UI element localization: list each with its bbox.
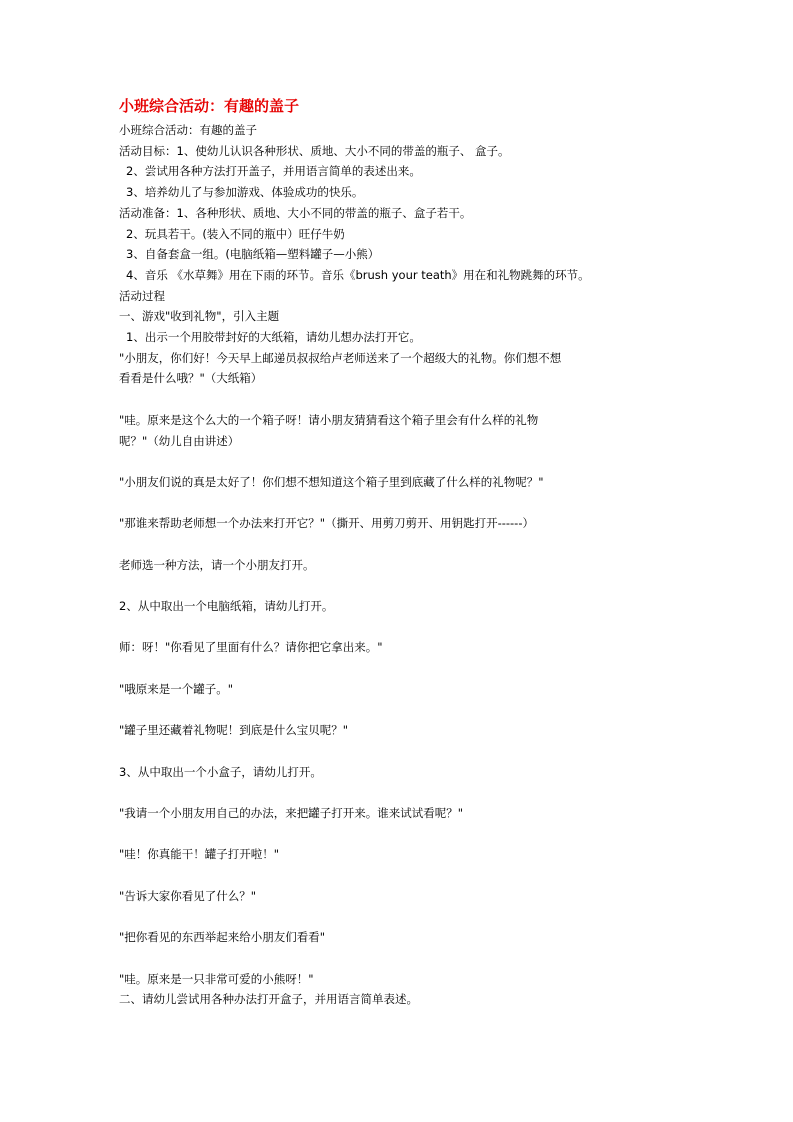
dialogue-line: "把你看见的东西举起来给小朋友们看看" (119, 930, 326, 945)
dialogue-line: 师：呀！"你看见了里面有什么？请你把它拿出来。" (119, 640, 383, 655)
prep-line-3: 3、自备套盒一组。(电脑纸箱—塑料罐子—小熊） (126, 247, 380, 262)
dialogue-line: "小朋友们说的真是太好了！你们想不想知道这个箱子里到底藏了什么样的礼物呢？" (119, 474, 544, 489)
step-3-line: 3、从中取出一个小盒子，请幼儿打开。 (119, 764, 322, 779)
goal-line-2: 2、尝试用各种方法打开盖子，并用语言简单的表述出来。 (126, 164, 421, 179)
section-one-heading: 一、游戏"收到礼物"，引入主题 (119, 309, 280, 324)
dialogue-line: 看看是什么哦？"（大纸箱） (119, 371, 263, 386)
dialogue-line: "罐子里还藏着礼物呢！到底是什么宝贝呢？" (119, 723, 349, 738)
document-title: 小班综合活动：有趣的盖子 (119, 97, 300, 115)
dialogue-line: "哇。原来是这个么大的一个箱子呀！请小朋友猜猜看这个箱子里会有什么样的礼物 (119, 412, 539, 427)
document-body (119, 94, 679, 1010)
prep-line-4: 4、音乐 《水草舞》用在下雨的环节。音乐《brush your teath》用在和礼物跳舞的环节。 (126, 267, 590, 282)
dialogue-line: 呢？"（幼儿自由讲述） (119, 433, 240, 448)
dialogue-line: "我请一个小朋友用自己的办法，来把罐子打开来。谁来试试看呢？" (119, 806, 464, 821)
goal-line-3: 3、培养幼儿了与参加游戏、体验成功的快乐。 (126, 185, 364, 200)
dialogue-line: "哦原来是一个罐子。" (119, 681, 234, 696)
dialogue-line: "哇！你真能干！罐子打开啦！" (119, 847, 280, 862)
dialogue-line: "哇。原来是一只非常可爱的小熊呀！" (119, 971, 314, 986)
step-1-line: 1、出示一个用胶带封好的大纸箱，请幼儿想办法打开它。 (126, 330, 421, 345)
step-2-line: 2、从中取出一个电脑纸箱，请幼儿打开。 (119, 599, 334, 614)
prep-line-1: 活动准备：1、各种形状、质地、大小不同的带盖的瓶子、盒子若干。 (119, 205, 472, 220)
paragraph-line: 老师选一种方法，请一个小朋友打开。 (119, 557, 315, 572)
prep-line-2: 2、玩具若干。(装入不同的瓶中）旺仔牛奶 (126, 226, 345, 241)
subtitle-line: 小班综合活动：有趣的盖子 (119, 123, 257, 137)
process-heading: 活动过程 (119, 288, 165, 303)
goal-line-1: 活动目标：1、使幼儿认识各种形状、质地、大小不同的带盖的瓶子、 盒子。 (119, 143, 510, 158)
dialogue-line: "那谁来帮助老师想一个办法来打开它？"（撕开、用剪刀剪开、用钥匙打开------） (119, 516, 534, 531)
section-two-heading: 二、请幼儿尝试用各种办法打开盒子，并用语言简单表述。 (119, 992, 418, 1007)
dialogue-line: "告诉大家你看见了什么？" (119, 888, 257, 903)
dialogue-line: "小朋友，你们好！今天早上邮递员叔叔给卢老师送来了一个超级大的礼物。你们想不想 (119, 350, 562, 365)
